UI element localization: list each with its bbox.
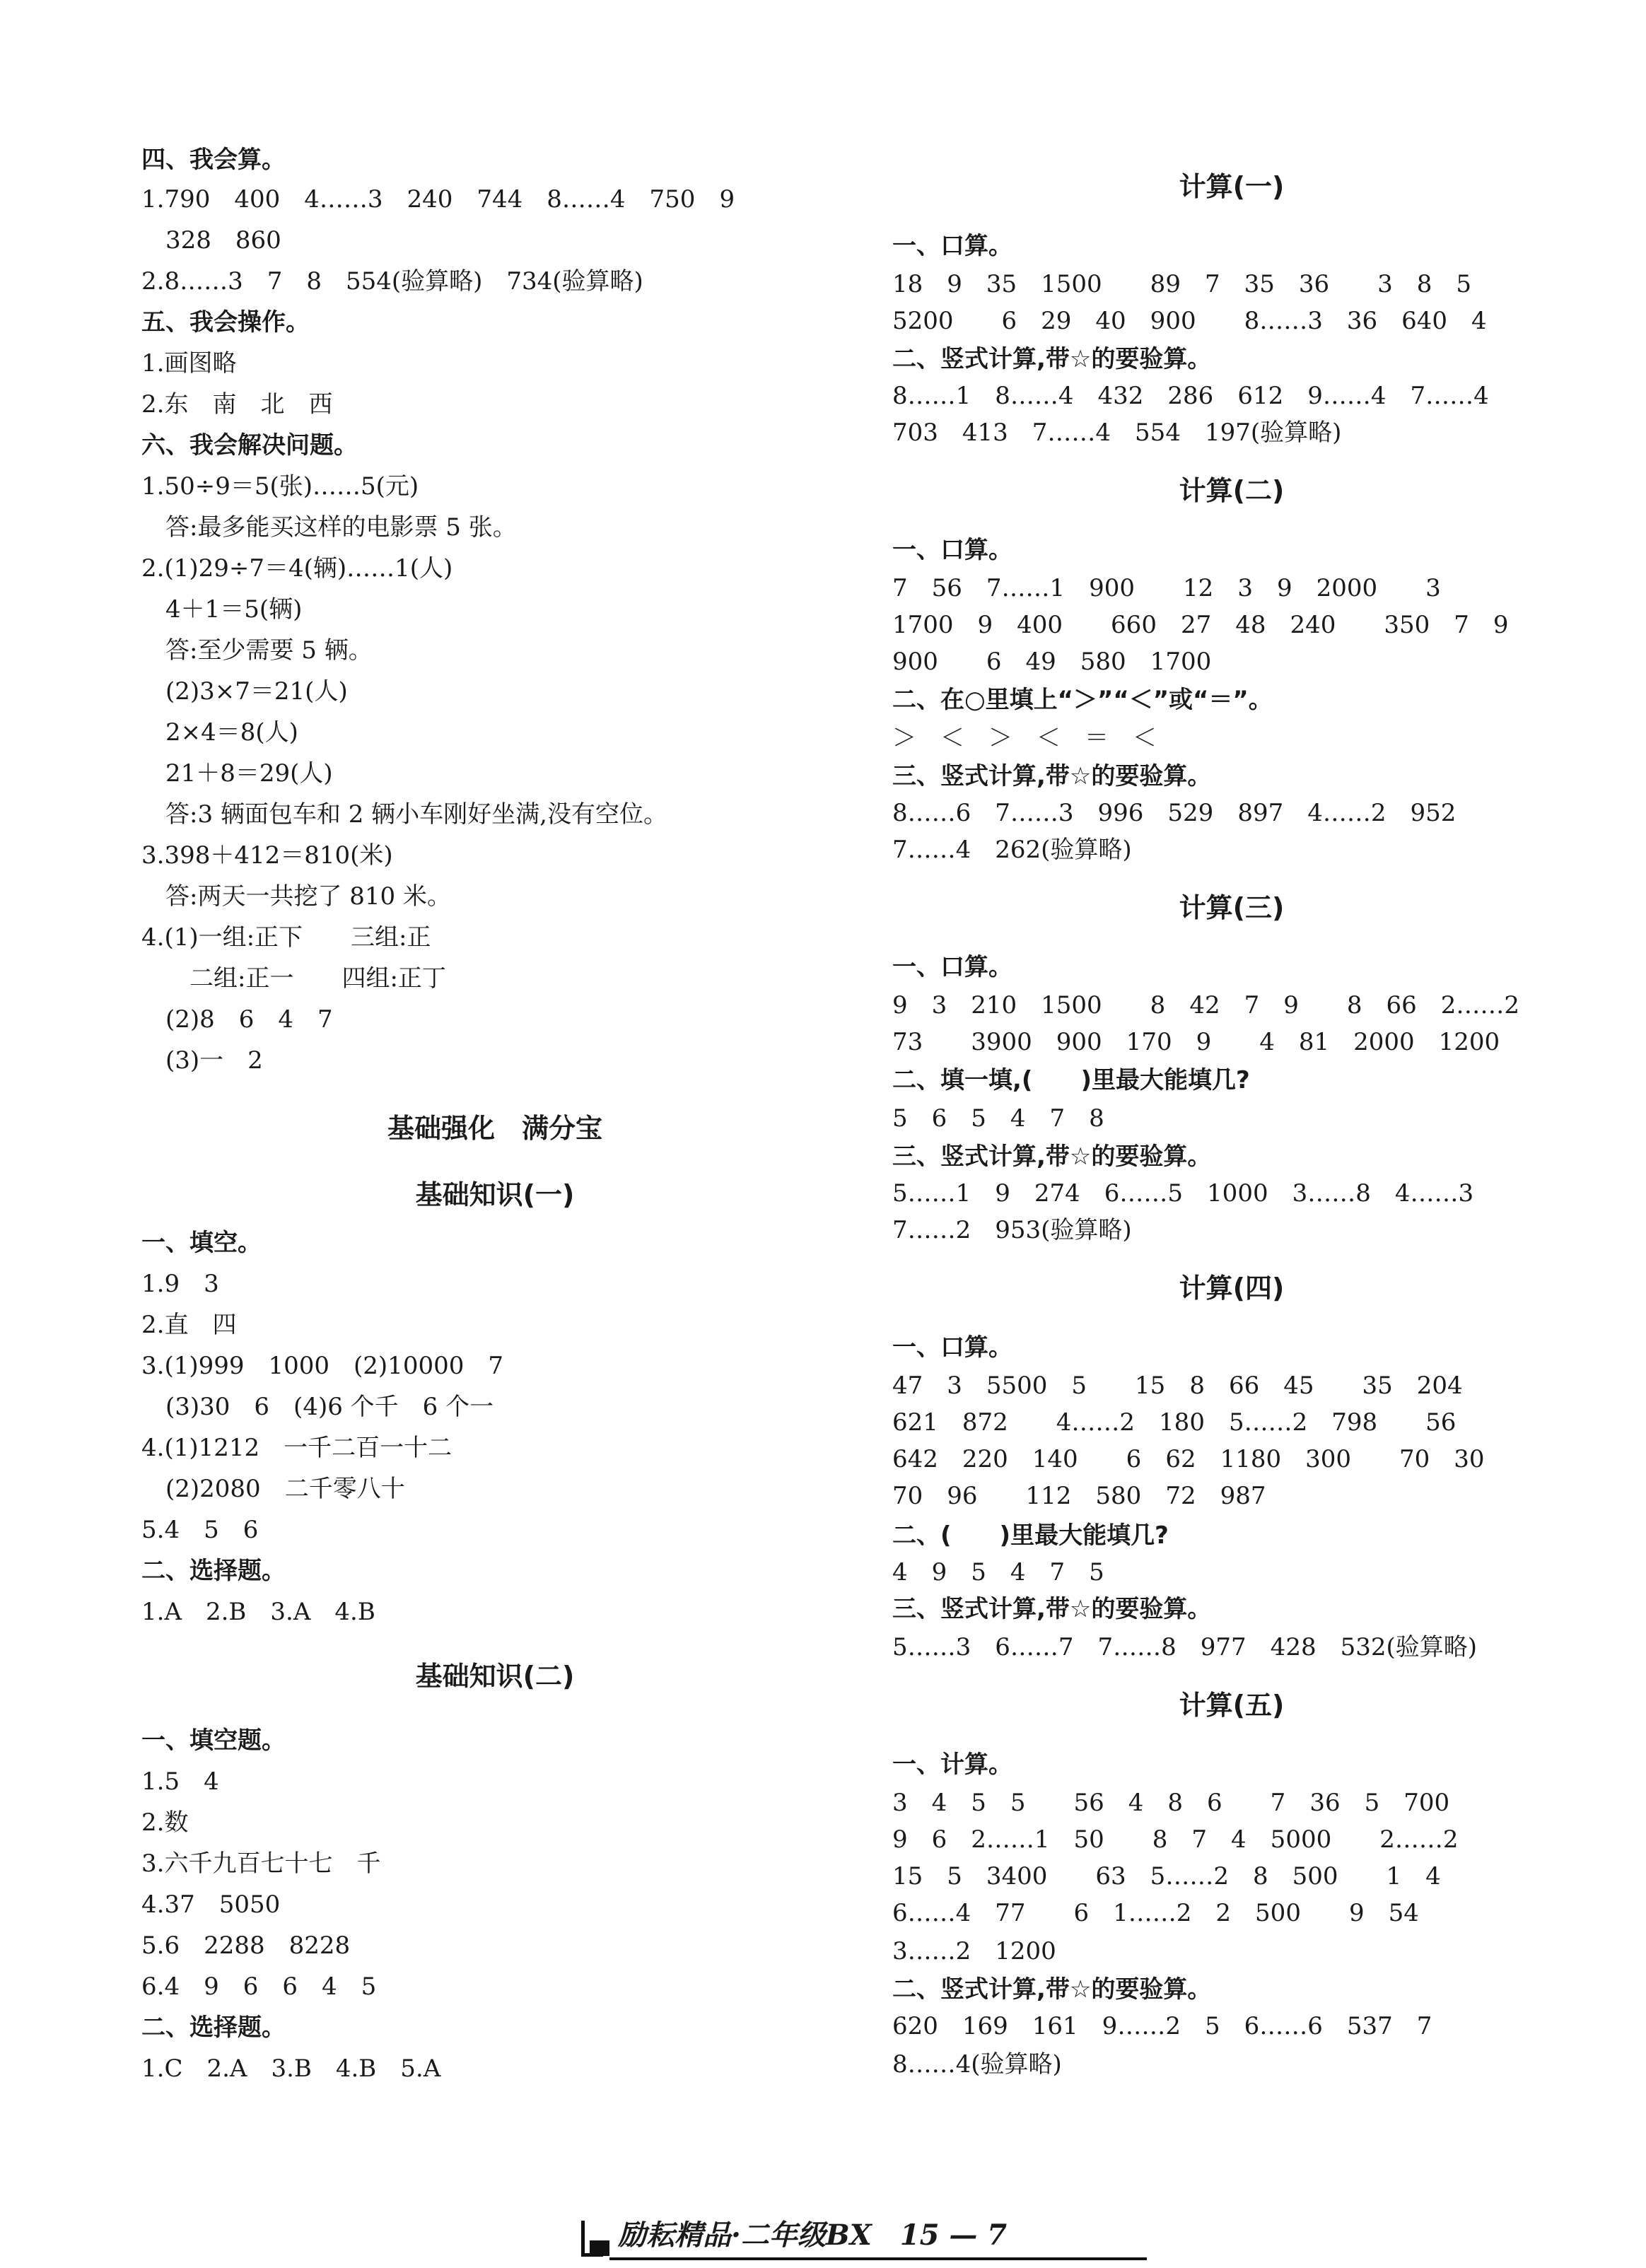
question-heading: 一、填空。 <box>141 1229 262 1257</box>
answer-line: 70 96 112 580 72 987 <box>892 1482 1266 1510</box>
answer-line: 18 9 35 1500 89 7 35 36 3 8 5 <box>892 270 1472 298</box>
section-title: 基础知识(二) <box>415 1661 575 1692</box>
answer-line: 答:至少需要 5 辆。 <box>141 636 373 665</box>
answer-line: 5……3 6……7 7……8 977 428 532(验算略) <box>892 1633 1478 1661</box>
answer-line: 8……6 7……3 996 529 897 4……2 952 <box>892 799 1457 827</box>
answer-line: 1.50÷9＝5(张)……5(元) <box>141 472 419 501</box>
section-title: 计算(二) <box>1179 475 1285 506</box>
answer-line: (2)8 6 4 7 <box>141 1005 333 1034</box>
question-heading: 二、( )里最大能填几? <box>892 1521 1169 1550</box>
question-heading: 三、竖式计算,带☆的要验算。 <box>892 1595 1212 1623</box>
answer-line: 2.8……3 7 8 554(验算略) 734(验算略) <box>141 267 643 296</box>
footer-rule <box>609 2257 1147 2260</box>
question-heading: 一、口算。 <box>892 536 1012 564</box>
answer-line: 9 3 210 1500 8 42 7 9 8 66 2……2 <box>892 991 1520 1019</box>
answer-line: 8……4(验算略) <box>892 2050 1062 2079</box>
answer-line: 47 3 5500 5 15 8 66 45 35 204 <box>892 1372 1463 1400</box>
answer-line: 2.东 南 北 西 <box>141 390 333 419</box>
answer-line: 6.4 9 6 6 4 5 <box>141 1972 377 2001</box>
answer-line: 5200 6 29 40 900 8……3 36 640 4 <box>892 307 1487 335</box>
answer-line: 1.9 3 <box>141 1270 219 1298</box>
section-title: 计算(四) <box>1179 1273 1285 1304</box>
answer-line: 8……1 8……4 432 286 612 9……4 7……4 <box>892 382 1489 410</box>
section-title: 计算(三) <box>1179 892 1285 923</box>
answer-line: 3.(1)999 1000 (2)10000 7 <box>141 1352 503 1380</box>
answer-line: 642 220 140 6 62 1180 300 70 30 <box>892 1445 1485 1473</box>
question-heading: 六、我会解决问题。 <box>141 431 358 460</box>
answer-line: 4.(1)1212 一千二百一十二 <box>141 1434 453 1462</box>
answer-line: 6……4 77 6 1……2 2 500 9 54 <box>892 1899 1419 1927</box>
answer-line: 2.数 <box>141 1808 189 1837</box>
answer-line: 二组:正一 四组:正丁 <box>141 964 446 993</box>
footer-text: 励耘精品·二年级BX 15 — 7 <box>618 2219 1008 2252</box>
answer-line: 900 6 49 580 1700 <box>892 648 1212 676</box>
section-title: 基础强化 满分宝 <box>387 1113 602 1144</box>
answer-line: (3)一 2 <box>141 1046 263 1075</box>
answer-line: 73 3900 900 170 9 4 81 2000 1200 <box>892 1028 1500 1056</box>
question-heading: 二、在○里填上“＞”“＜”或“＝”。 <box>892 686 1273 714</box>
answer-line: (2)2080 二千零八十 <box>141 1475 405 1503</box>
answer-line: 21＋8＝29(人) <box>141 759 333 788</box>
answer-line: 答:3 辆面包车和 2 辆小车刚好坐满,没有空位。 <box>141 800 667 829</box>
question-heading: 一、口算。 <box>892 1333 1012 1362</box>
question-heading: 一、口算。 <box>892 953 1012 981</box>
question-heading: 三、竖式计算,带☆的要验算。 <box>892 762 1212 790</box>
question-heading: 二、竖式计算,带☆的要验算。 <box>892 1975 1212 2004</box>
page-footer <box>581 2216 1147 2262</box>
question-heading: 四、我会算。 <box>141 146 286 174</box>
answer-line: (3)30 6 (4)6 个千 6 个一 <box>141 1393 494 1421</box>
question-heading: 一、填空题。 <box>141 1726 286 1755</box>
footer-square-icon <box>590 2240 609 2256</box>
answer-line: 2.直 四 <box>141 1311 237 1339</box>
answer-line: 2×4＝8(人) <box>141 718 298 747</box>
answer-line: (2)3×7＝21(人) <box>141 677 348 706</box>
answer-line: 5.6 2288 8228 <box>141 1931 351 1960</box>
answer-line: 7……4 262(验算略) <box>892 836 1132 864</box>
answer-line: 1.790 400 4……3 240 744 8……4 750 9 <box>141 185 735 214</box>
section-title: 计算(一) <box>1179 171 1285 202</box>
answer-line: 3 4 5 5 56 4 8 6 7 36 5 700 <box>892 1789 1450 1817</box>
answer-line: 3.398＋412＝810(米) <box>141 841 393 870</box>
answer-line: 3……2 1200 <box>892 1937 1056 1965</box>
answer-line: 328 860 <box>141 226 281 255</box>
answer-line: 5 6 5 4 7 8 <box>892 1104 1104 1133</box>
answer-line: 15 5 3400 63 5……2 8 500 1 4 <box>892 1862 1441 1890</box>
answer-line: 1.C 2.A 3.B 4.B 5.A <box>141 2054 441 2083</box>
answer-line: 7……2 953(验算略) <box>892 1216 1132 1244</box>
answer-line: 4.(1)一组:正下 三组:正 <box>141 923 431 952</box>
section-title: 计算(五) <box>1179 1690 1285 1721</box>
answer-line: 3.六千九百七十七 千 <box>141 1849 381 1878</box>
answer-line: 答:最多能买这样的电影票 5 张。 <box>141 513 517 542</box>
answer-line: 621 872 4……2 180 5……2 798 56 <box>892 1408 1457 1437</box>
answer-line: 1700 9 400 660 27 48 240 350 7 9 <box>892 611 1509 639</box>
question-heading: 一、口算。 <box>892 232 1012 260</box>
answer-line: 1.A 2.B 3.A 4.B <box>141 1598 375 1626</box>
answer-line: 答:两天一共挖了 810 米。 <box>141 882 451 911</box>
answer-line: 703 413 7……4 554 197(验算略) <box>892 419 1342 447</box>
answer-line: ＞ ＜ ＞ ＜ ＝ ＜ <box>892 724 1157 752</box>
section-title: 基础知识(一) <box>415 1179 575 1210</box>
answer-line: 5……1 9 274 6……5 1000 3……8 4……3 <box>892 1179 1474 1208</box>
question-heading: 五、我会操作。 <box>141 308 310 337</box>
question-heading: 二、竖式计算,带☆的要验算。 <box>892 345 1212 373</box>
question-heading: 二、选择题。 <box>141 1557 286 1585</box>
answer-line: 1.5 4 <box>141 1767 219 1796</box>
answer-line: 7 56 7……1 900 12 3 9 2000 3 <box>892 574 1441 602</box>
answer-line: 1.画图略 <box>141 349 237 378</box>
question-heading: 一、计算。 <box>892 1750 1012 1779</box>
answer-line: 5.4 5 6 <box>141 1516 259 1544</box>
answer-line: 4.37 5050 <box>141 1890 281 1919</box>
answer-line: 4 9 5 4 7 5 <box>892 1558 1104 1586</box>
answer-line: 620 169 161 9……2 5 6……6 537 7 <box>892 2012 1432 2040</box>
question-heading: 二、选择题。 <box>141 2013 286 2042</box>
question-heading: 三、竖式计算,带☆的要验算。 <box>892 1142 1212 1171</box>
question-heading: 二、填一填,( )里最大能填几? <box>892 1066 1250 1094</box>
answer-line: 9 6 2……1 50 8 7 4 5000 2……2 <box>892 1825 1459 1854</box>
answer-line: 2.(1)29÷7＝4(辆)……1(人) <box>141 554 453 583</box>
answer-line: 4＋1＝5(辆) <box>141 595 303 624</box>
